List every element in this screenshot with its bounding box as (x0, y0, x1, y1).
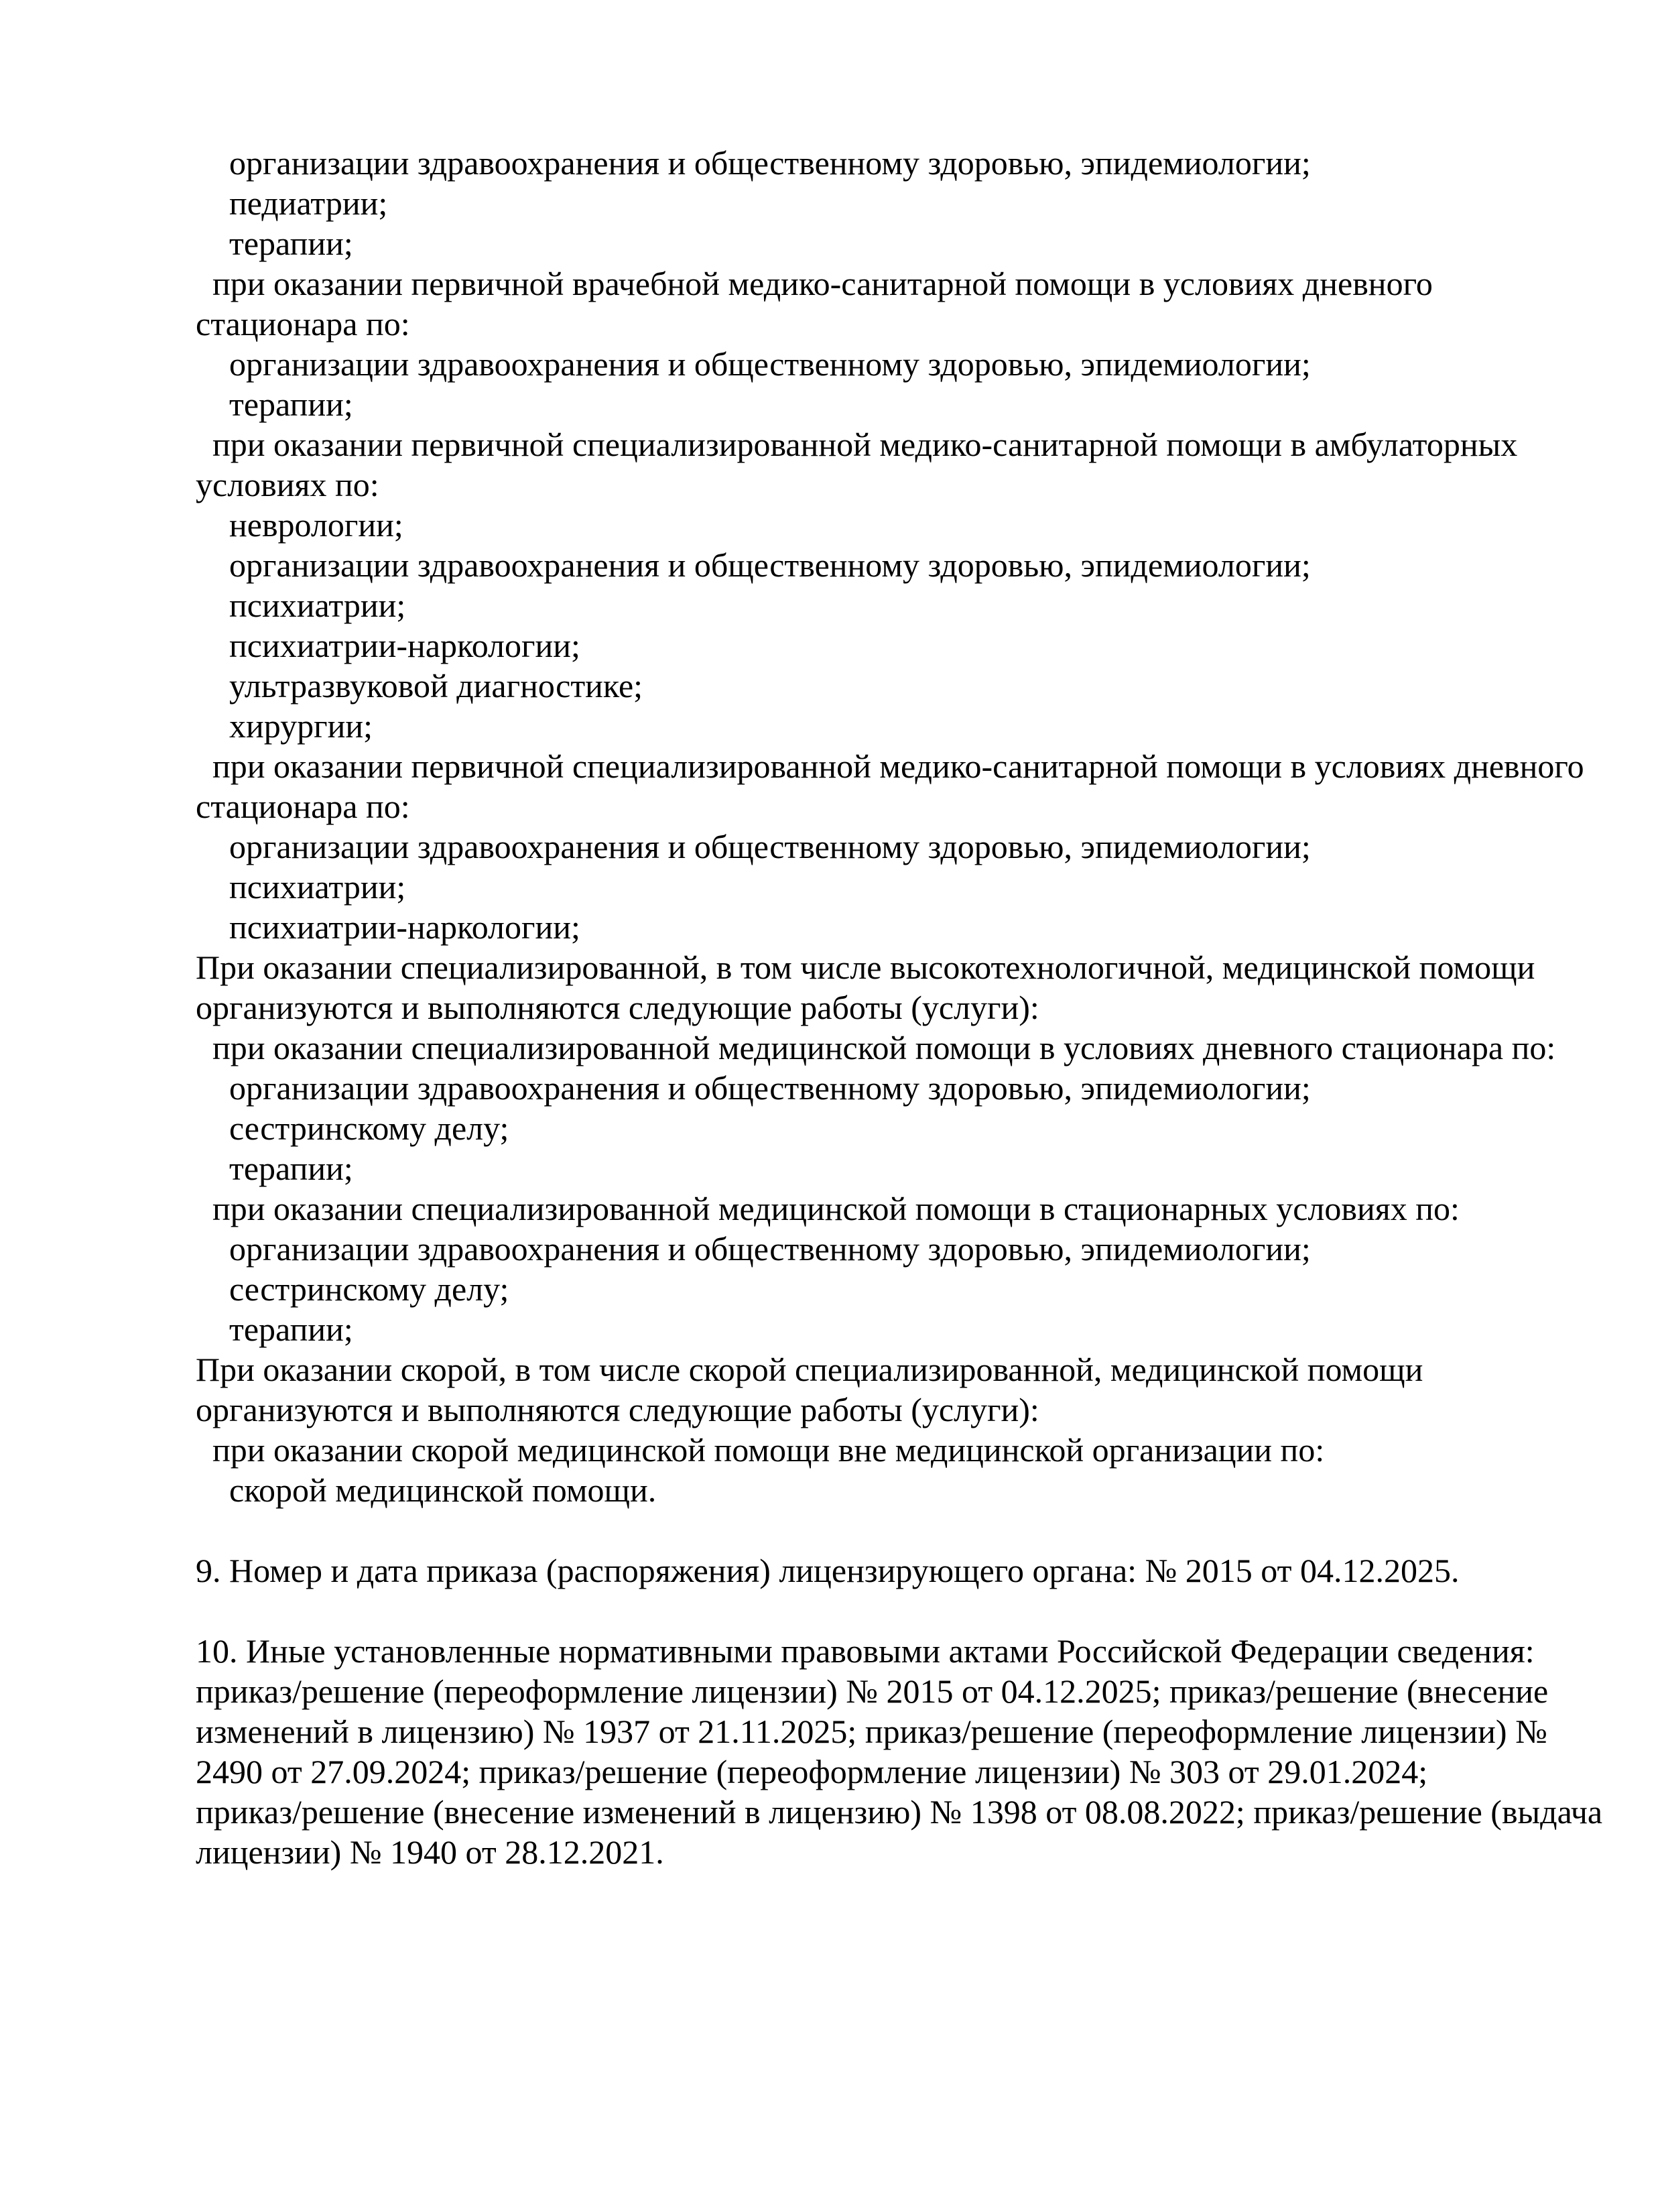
text-line: терапии; (229, 1310, 353, 1348)
document-body (196, 143, 1603, 1872)
text-line: терапии; (229, 1150, 353, 1187)
text-line: стационара по: (196, 305, 410, 343)
text-line: 9. Номер и дата приказа (распоряжения) лицензирующего органа: № 2015 от 04.12.2025. (196, 1552, 1460, 1589)
text-line: при оказании первичной врачебной медико-санитарной помощи в условиях дневного (212, 265, 1433, 302)
text-line: организации здравоохранения и общественному здоровью, эпидемиологии; (229, 828, 1311, 865)
text-line: скорой медицинской помощи. (229, 1471, 657, 1509)
text-line: При оказании специализированной, в том числе высокотехнологичной, медицинской помощи (196, 948, 1535, 986)
text-line: психиатрии-наркологии; (229, 908, 580, 946)
text-line: педиатрии; (229, 184, 388, 222)
text-line: при оказании первичной специализированной медико-санитарной помощи в условиях дневного (212, 747, 1584, 785)
text-line: организуются и выполняются следующие работы (услуги): (196, 1391, 1039, 1428)
text-line: стационара по: (196, 788, 410, 825)
text-line: организации здравоохранения и общественному здоровью, эпидемиологии; (229, 1069, 1311, 1107)
text-line: приказ/решение (внесение изменений в лицензию) № 1398 от 08.08.2022; приказ/решение (выдача (196, 1793, 1603, 1831)
text-line: терапии; (229, 385, 353, 423)
text-line: условиях по: (196, 466, 379, 503)
text-line: при оказании первичной специализированной медико-санитарной помощи в амбулаторных (212, 426, 1518, 463)
text-line: при оказании специализированной медицинской помощи в стационарных условиях по: (212, 1190, 1460, 1227)
text-line: 10. Иные установленные нормативными правовыми актами Российской Федерации сведения: (196, 1632, 1535, 1670)
text-line: изменений в лицензию) № 1937 от 21.11.2025; приказ/решение (переоформление лицензии) № (196, 1713, 1547, 1750)
text-line: терапии; (229, 225, 353, 262)
text-line: при оказании специализированной медицинской помощи в условиях дневного стационара по: (212, 1029, 1556, 1066)
text-line: сестринскому делу; (229, 1270, 509, 1308)
text-line: психиатрии-наркологии; (229, 627, 580, 664)
text-line: организации здравоохранения и общественному здоровью, эпидемиологии; (229, 1230, 1311, 1268)
text-line: психиатрии; (229, 868, 406, 906)
text-line: организации здравоохранения и общественному здоровью, эпидемиологии; (229, 345, 1311, 383)
text-line: сестринскому делу; (229, 1109, 509, 1147)
text-line: неврологии; (229, 506, 403, 544)
text-line: психиатрии; (229, 587, 406, 624)
text-line: При оказании скорой, в том числе скорой специализированной, медицинской помощи (196, 1351, 1423, 1388)
text-line: организации здравоохранения и общественному здоровью, эпидемиологии; (229, 546, 1311, 584)
text-line: 2490 от 27.09.2024; приказ/решение (переоформление лицензии) № 303 от 29.01.2024; (196, 1753, 1428, 1790)
blank-line (196, 1591, 1570, 1631)
blank-line (196, 1510, 1570, 1550)
text-line: при оказании скорой медицинской помощи вне медицинской организации по: (212, 1431, 1325, 1469)
text-line: организуются и выполняются следующие работы (услуги): (196, 989, 1039, 1026)
text-line: лицензии) № 1940 от 28.12.2021. (196, 1833, 664, 1871)
text-line: организации здравоохранения и общественному здоровью, эпидемиологии; (229, 144, 1311, 182)
text-line: приказ/решение (переоформление лицензии) № 2015 от 04.12.2025; приказ/решение (внесение (196, 1672, 1549, 1710)
text-line: хирургии; (229, 707, 373, 745)
text-line: ультразвуковой диагностике; (229, 667, 643, 704)
